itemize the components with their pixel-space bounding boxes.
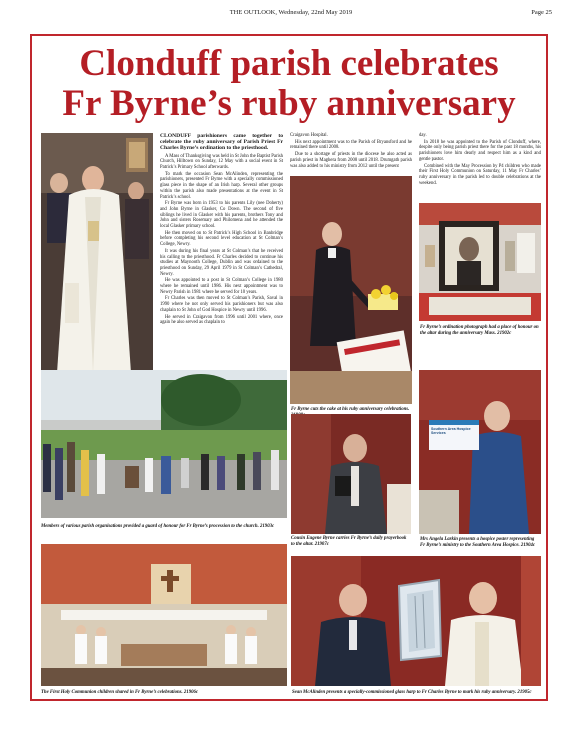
photo-hospice-poster bbox=[419, 370, 541, 534]
photo-guard-of-honour bbox=[41, 370, 287, 518]
article-paragraph: To mark the occasion Sean McAlinden, representing the parishioners, presented Fr Byrne with a specially commissioned glass piece in the shape of an Irish harp. Several other groups within the parish also made presentations at the event in St Patrick’s school. bbox=[160, 171, 283, 200]
hospice-sign-text: Southern Area Hospice Services bbox=[431, 427, 471, 435]
photo-cake-cutting bbox=[290, 176, 412, 404]
article-paragraph: In 2018 he was appointed to the Parish of Clonduff, where, despite only being parish priest there for the past 18 months, his parishioners love him dearly and respect him as a kind and gentle pastor. bbox=[419, 139, 541, 162]
article-column-3 bbox=[419, 133, 541, 187]
article-paragraph: His next appointment was to the Parish of Bryansford and he remained there until 2008. bbox=[290, 139, 412, 151]
article-column-2 bbox=[290, 133, 412, 170]
caption-photo-7: The First Holy Communion children shared in Fr Byrne’s celebrations. 21906c bbox=[41, 690, 199, 695]
caption-photo-4: Members of various parish organisations provided a guard of honour for Fr Byrne’s procession to the church. 21903c bbox=[41, 524, 275, 529]
article-paragraph: Craigavon Hospital. bbox=[290, 133, 328, 138]
article-paragraph: It was during his final years at St Colman’s that he received his calling to the priesthood. Fr Charles decided to continue his studies at Maynooth College, Dublin and was ordained to the priesthood on Sunday, 29 April 1979 in St Colman’s Cathedral, Newry. bbox=[160, 248, 283, 277]
caption-photo-2: Fr Byrne cuts the cake at his ruby anniversary celebrations. bbox=[291, 407, 410, 412]
article-paragraph: Combined with the May Procession by P4 children who made their First Holy Communion on Saturday, 11 May Fr Charles’ ruby anniversary in the parish led to double celebrations at the weekend. bbox=[419, 163, 541, 186]
header-masthead: THE OUTLOOK, Wednesday, 22nd May 2019 bbox=[229, 9, 353, 16]
caption-photo-5: Cousin Eugene Byrne carries Fr Byrne’s daily prayerbook to the altar. 21907c bbox=[291, 536, 407, 547]
page-header bbox=[30, 6, 552, 20]
caption-photo-6: Mrs Angela Larkin presents a hospice poster representing Fr Byrne’s ministry to the Southern Area Hospice. 21904c bbox=[420, 537, 536, 548]
photo-ordination-photograph bbox=[419, 203, 541, 321]
photo-prayerbook-carried bbox=[291, 414, 411, 534]
header-page-number: Page 25 bbox=[531, 9, 552, 16]
article-paragraph: He then moved on to St Patrick’s High School in Banbridge before completing his second level education at St Colman’s College, Newry. bbox=[160, 230, 283, 248]
article-lead-paragraph: CLONDUFF parishioners came together to celebrate the ruby anniversary of Parish Priest Fr Charles Byrne’s ordination to the priesthood. bbox=[160, 133, 283, 152]
caption-photo-3: Fr Byrne’s ordination photograph had a place of honour on the altar during the anniversary Mass. 21902c bbox=[420, 325, 539, 336]
article-column-1 bbox=[160, 133, 283, 327]
photo-glass-harp-presentation bbox=[291, 556, 541, 686]
photo-first-communion-children bbox=[41, 544, 287, 686]
article-paragraph: day. bbox=[419, 133, 427, 138]
article-paragraph: He was appointed to a post in St Colman’s College in 1980 where he remained until 1986. His next appointment was to Newry Parish in 1981 where he served for 10 years. bbox=[160, 278, 283, 295]
article-paragraph: He served in Craigavon from 1996 until 2001 where, once again he also served as chaplain to bbox=[160, 314, 283, 326]
article-paragraph: Fr Charles was then moved to St Colman’s Parish, Saval in 1990 where he not only served his parishioners but was also chaplain to St John of God Hospice in Newry until 1996. bbox=[160, 296, 283, 313]
article-paragraph: A Mass of Thanksgiving was held in St John the Baptist Parish Church, Hilltown on Sunday, 12 May with a social event in St Patrick’s Primary School afterwards. bbox=[160, 153, 284, 171]
headline-line-1: Clonduff parish celebrates bbox=[79, 43, 499, 84]
caption-photo-8: Sean McAlinden presents a specially-commissioned glass harp to Fr Charles Byrne to mark his ruby anniversary. 21905c bbox=[292, 690, 532, 695]
headline-line-2: Fr Byrne’s ruby anniversary bbox=[62, 83, 516, 124]
article-paragraph: Fr Byrne was born in 1953 to his parents Lily (nee Doherty) and John Byrne in Glasker, Co Down. The second of five siblings he lived in Glasker with his parents, brothers Tony and John and sisters Rosemary and Philomena and he attended the local Glasker primary school. bbox=[160, 201, 283, 230]
photo-priest-approaches-altar bbox=[41, 133, 153, 381]
article-paragraph: Due to a shortage of priests in the diocese he also acted as parish priest in Maghera from 2008 until 2018. Drumgath parish was also added to his ministry from 2012 until the present bbox=[290, 152, 412, 169]
article-frame bbox=[30, 34, 548, 701]
